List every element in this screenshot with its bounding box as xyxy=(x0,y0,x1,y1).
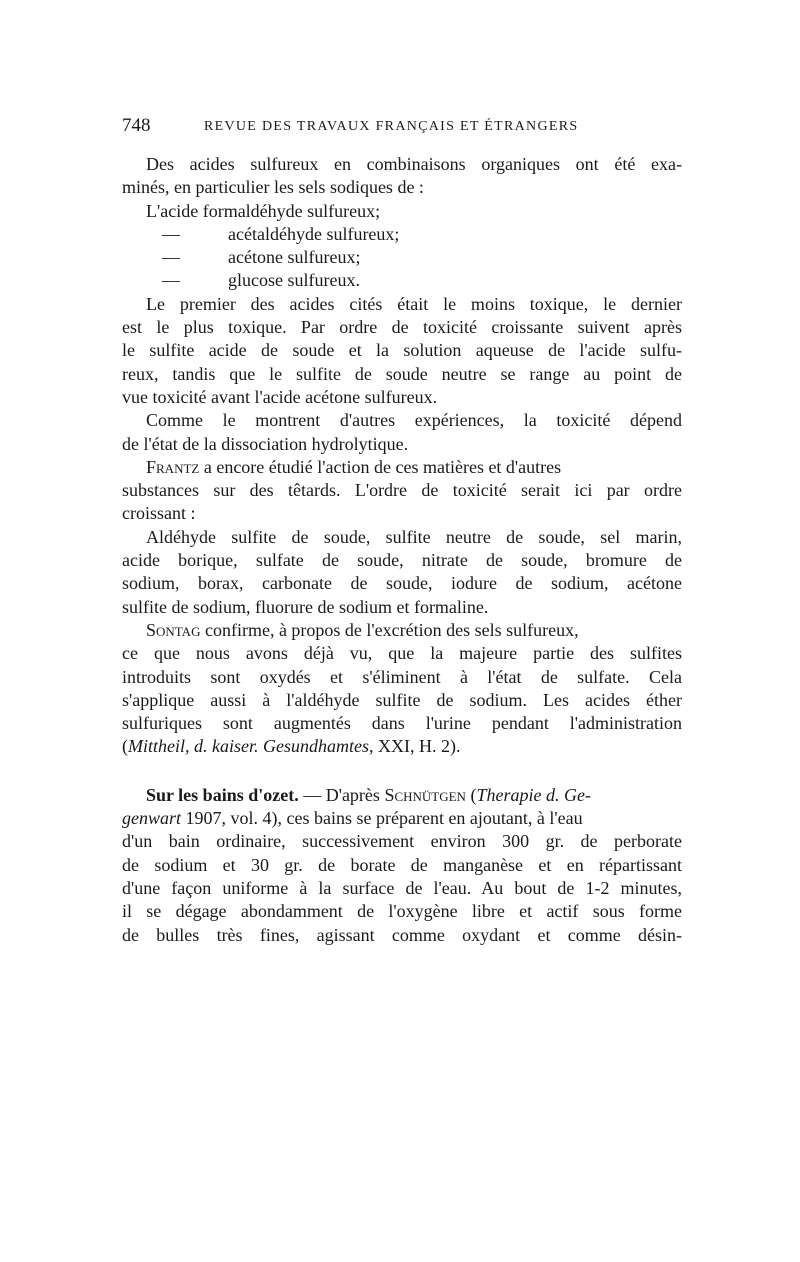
page-body xyxy=(122,153,682,947)
section-ozet-baths xyxy=(122,784,682,947)
page-header xyxy=(122,115,682,145)
text-span: confirme, à propos de l'excrétion des sels sulfureux, xyxy=(200,619,579,640)
text-line: Le premier des acides cités était le moins toxique, le dernier xyxy=(146,293,682,314)
text-line: substances sur des têtards. L'ordre de toxicité serait ici par ordre xyxy=(122,480,682,501)
text-line: est le plus toxique. Par ordre de toxicité croissante suivent après xyxy=(122,317,682,338)
citation-title: Mittheil, d. kaiser. Gesundhamtes xyxy=(128,736,369,757)
section-heading: Sur les bains d'ozet. xyxy=(146,784,299,805)
paragraph-toxicity xyxy=(122,293,682,409)
text-line: sulfuriques sont augmentés dans l'urine pendant l'administration xyxy=(122,713,682,734)
text-span: , XXI, H. 2). xyxy=(368,736,461,757)
text-line: Comme le montrent d'autres expériences, la toxicité dépend xyxy=(146,410,682,431)
paragraph-substances xyxy=(122,526,682,619)
list-item xyxy=(122,269,682,292)
citation-line xyxy=(122,735,682,758)
text-line: croissant : xyxy=(122,503,196,524)
text-line: Aldéhyde sulfite de soude, sulfite neutre de soude, sel marin, xyxy=(146,526,682,547)
list-item-text: acétone sulfureux; xyxy=(228,247,361,268)
text-line: introduits sont oxydés et s'éliminent à l'état de sulfate. Cela xyxy=(122,666,682,687)
text-line: de sodium et 30 gr. de borate de manganèse et en répartissant xyxy=(122,854,682,875)
text-line xyxy=(122,456,682,479)
text-line: minés, en particulier les sels sodiques de : xyxy=(122,177,424,198)
list-item xyxy=(122,246,682,269)
text-line: acide borique, sulfate de soude, nitrate de soude, bromure de xyxy=(122,550,682,571)
section-gap xyxy=(122,759,682,784)
text-line: de l'état de la dissociation hydrolytique. xyxy=(122,433,409,454)
text-span: — D'après xyxy=(298,784,385,805)
author-name: Frantz xyxy=(146,456,200,477)
text-line: s'applique aussi à l'aldéhyde sulfite de sodium. Les acides éther xyxy=(122,689,682,710)
paragraph-intro xyxy=(122,153,682,200)
text-span: 1907, vol. 4), ces bains se préparent en ajoutant, à l'eau xyxy=(181,808,583,829)
journal-title: Therapie d. Ge- xyxy=(476,784,591,805)
author-name: Sontag xyxy=(146,619,201,640)
text-line: vue toxicité avant l'acide acétone sulfureux. xyxy=(122,386,438,407)
text-line xyxy=(122,784,682,807)
text-line xyxy=(122,619,682,642)
text-line: d'un bain ordinaire, successivement environ 300 gr. de perborate xyxy=(122,831,682,852)
page-number: 748 xyxy=(122,115,151,136)
text-line xyxy=(122,807,682,830)
text-line: reux, tandis que le sulfite de soude neutre se range au point de xyxy=(122,363,682,384)
dash-marker: — xyxy=(162,247,180,268)
text-line: de bulles très fines, agissant comme oxydant et comme désin- xyxy=(122,924,682,945)
text-line: sodium, borax, carbonate de soude, iodure de sodium, acétone xyxy=(122,573,682,594)
paragraph-frantz xyxy=(122,456,682,526)
text-span: a encore étudié l'action de ces matières et d'autres xyxy=(199,456,562,477)
text-line: le sulfite acide de soude et la solution aqueuse de l'acide sulfu- xyxy=(122,340,682,361)
acid-list xyxy=(122,200,682,293)
list-item-text: glucose sulfureux. xyxy=(228,270,360,291)
paragraph-dissociation xyxy=(122,409,682,456)
running-title: REVUE DES TRAVAUX FRANÇAIS ET ÉTRANGERS xyxy=(204,119,579,134)
text-line: sulfite de sodium, fluorure de sodium et formaline. xyxy=(122,596,489,617)
text-line: ce que nous avons déjà vu, que la majeure partie des sulfites xyxy=(122,643,682,664)
paragraph-sontag xyxy=(122,619,682,759)
text-line: d'une façon uniforme à la surface de l'eau. Au bout de 1-2 minutes, xyxy=(122,877,682,898)
text-span: ( xyxy=(465,784,477,805)
text-line: il se dégage abondamment de l'oxygène libre et actif sous forme xyxy=(122,901,682,922)
journal-title: genwart xyxy=(122,808,182,829)
list-item-text: acétaldéhyde sulfureux; xyxy=(228,223,400,244)
list-item: L'acide formaldéhyde sulfureux; xyxy=(146,200,381,221)
list-item xyxy=(122,223,682,246)
dash-marker: — xyxy=(162,270,180,291)
author-name: Schnütgen xyxy=(384,784,466,805)
text-span: ( xyxy=(122,736,128,757)
dash-marker: — xyxy=(162,223,180,244)
text-line: Des acides sulfureux en combinaisons organiques ont été exa- xyxy=(146,154,682,174)
